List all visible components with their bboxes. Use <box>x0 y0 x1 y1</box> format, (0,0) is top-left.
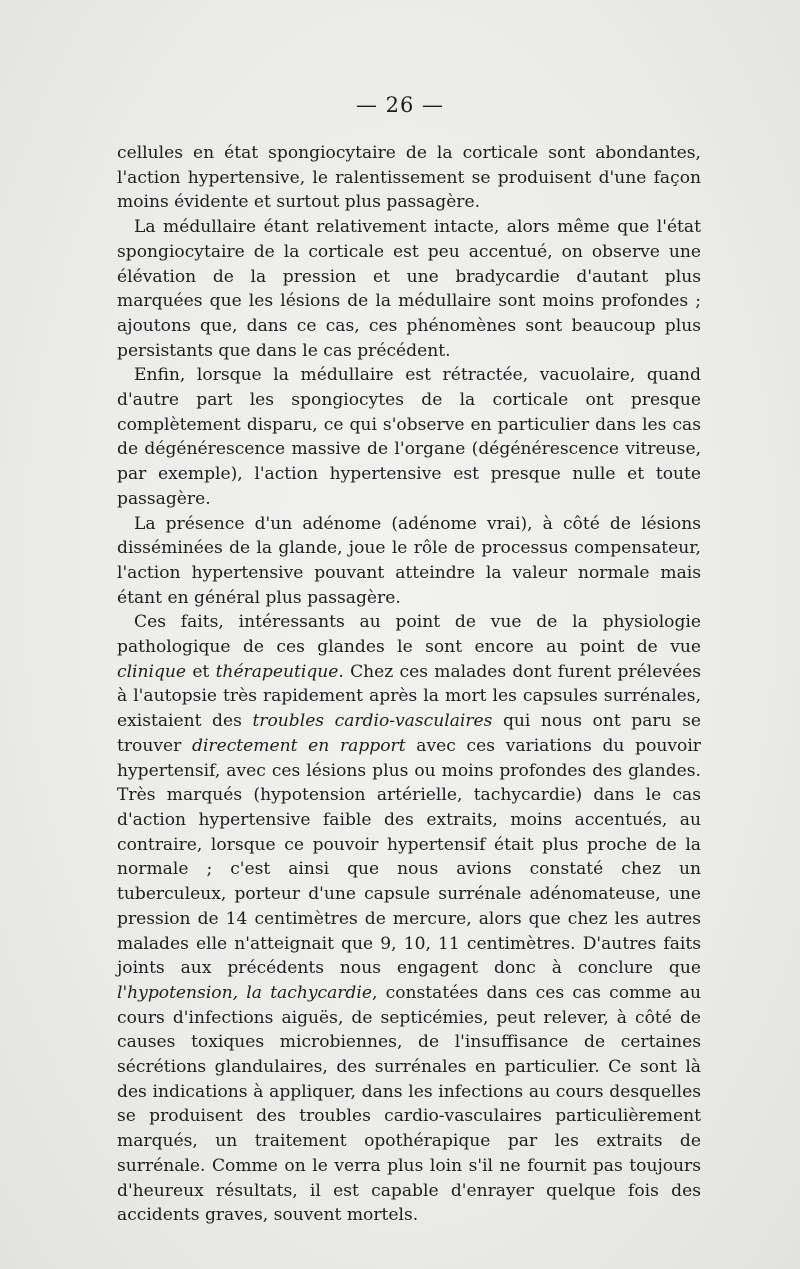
text-segment: , constatées dans ces cas comme au cours d'infections aiguës, de septicémies, peut relever, à côté de causes toxiques microbiennes, de l'insuffisance de certaines sécrétions glandulaires, des surrénales en particulier. Ce sont là des indications à appliquer, dans les infections au cours desquelles se produisent des troubles cardio-vasculaires particulièrement marqués, un traitement opothérapique par les extraits de surrénale. Comme on le verra plus loin s'il ne fournit pas toujours d'heureux résultats, il est capable d'enrayer quelque fois des accidents graves, souvent mortels. <box>117 982 701 1226</box>
paragraph <box>117 215 701 363</box>
italic-text: troubles cardio-vasculaires <box>252 711 493 732</box>
text-segment: La présence d'un adénome (adénome vrai), à côté de lésions disséminées de la glande, joue le rôle de processus compensateur, l'action hypertensive pouvant atteindre la valeur normale mais étant en général plus passagère. <box>117 513 701 608</box>
text-segment: Ces faits, intéressants au point de vue de la physiologie pathologique de ces glandes le sont encore au point de vue <box>117 612 701 658</box>
text-segment: Enfin, lorsque la médullaire est rétractée, vacuolaire, quand d'autre part les spongiocytes de la corticale ont presque complètement disparu, ce qui s'observe en particulier dans les cas de dégénérescence massive de l'organe (dégénérescence vitreuse, par exemple), l'action hypertensive est presque nulle et toute passagère. <box>117 365 701 509</box>
paragraph <box>117 363 701 511</box>
text-segment: qui nous ont paru se trouver <box>117 711 701 756</box>
text-segment: cellules en état spongiocytaire de la corticale sont abondantes, l'action hypertensive, le ralentissement se produisent d'une façon moins évidente et surtout plus passagère. <box>117 143 701 213</box>
text-segment: . Chez ces malades dont furent prélevées à l'autopsie très rapidement après la mort les capsules surrénales, existaient des <box>117 661 701 732</box>
text-segment: et <box>186 661 216 682</box>
italic-text: thérapeutique <box>215 661 339 682</box>
italic-text: l'hypotension, la tachycardie <box>117 982 372 1003</box>
paragraph <box>117 512 701 611</box>
page-number: — 26 — <box>355 93 445 117</box>
italic-text: directement en rapport <box>192 735 406 756</box>
text-segment: La médullaire étant relativement intacte, alors même que l'état spongiocytaire de la corticale est peu accentué, on observe une élévation de la pression et une bradycardie d'autant plus marquées que les lésions de la médullaire sont moins profondes ; ajoutons que, dans ce cas, ces phénomènes sont beaucoup plus persistants que dans le cas précédent. <box>117 217 701 361</box>
paragraph <box>117 610 701 1228</box>
text-segment: avec ces variations du pouvoir hypertensif, avec ces lésions plus ou moins profondes des glandes. Très marqués (hypotension artérielle, tachycardie) dans le cas d'action hypertensive faible des extraits, moins accentués, au contraire, lorsque ce pouvoir hypertensif était plus proche de la normale ; c'est ainsi que nous avions constaté chez un tuberculeux, porteur d'une capsule surrénale adénomateuse, une pression de 14 centimètres de mercure, alors que chez les autres malades elle n'atteignait que 9, 10, 11 centimètres. D'autres faits joints aux précédents nous engagent donc à conclure que <box>117 735 701 979</box>
body-text <box>117 141 701 1228</box>
paragraph <box>117 141 701 215</box>
italic-text: clinique <box>117 661 187 682</box>
